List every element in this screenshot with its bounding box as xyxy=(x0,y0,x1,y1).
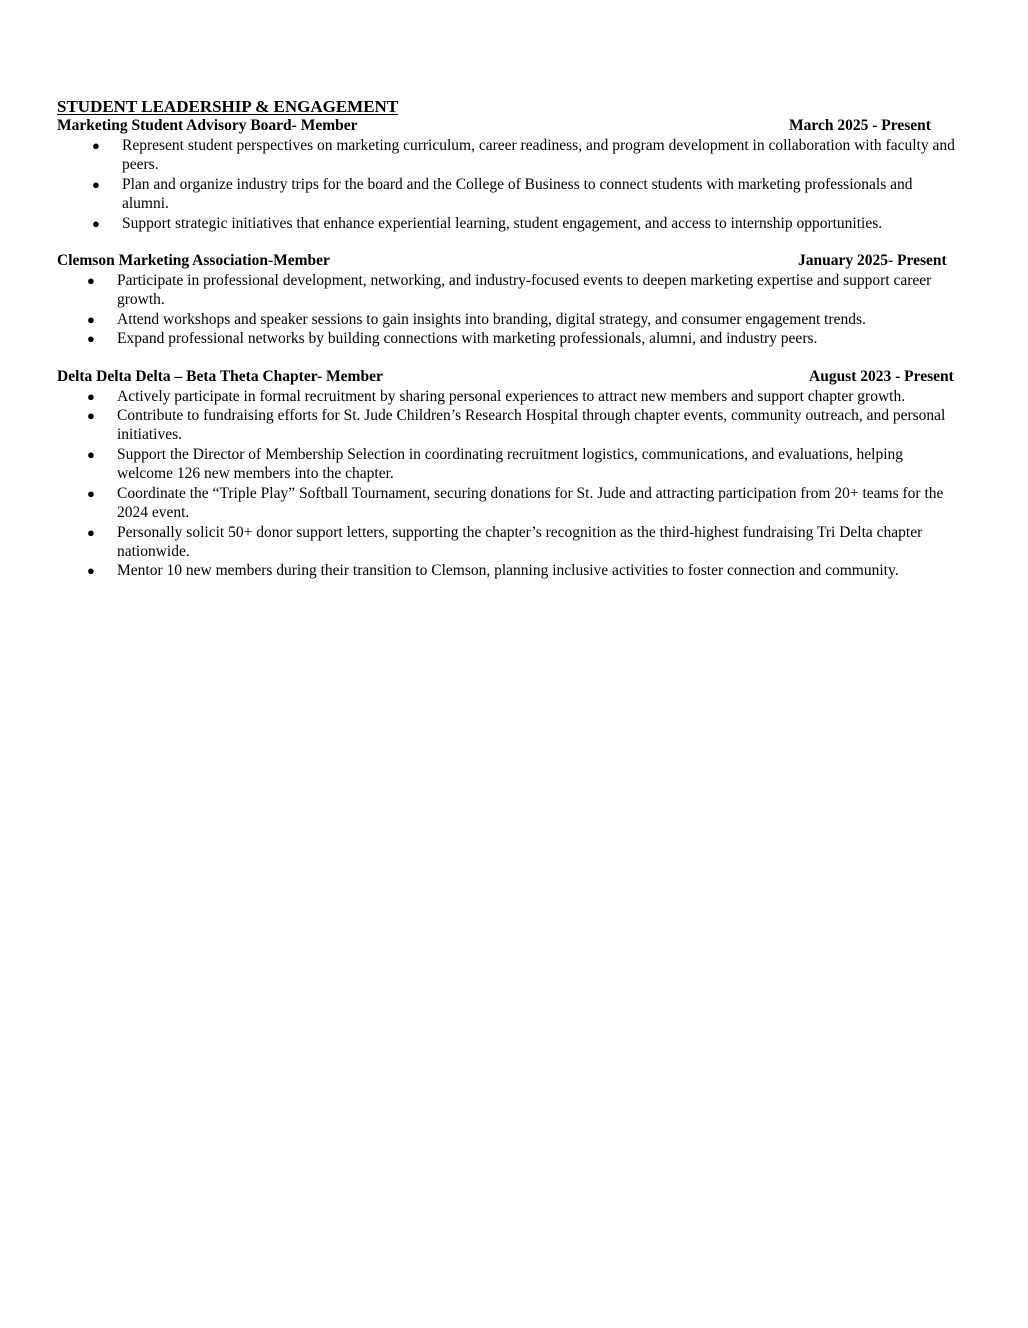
entry-delta-delta-delta xyxy=(57,367,967,581)
entry-clemson-marketing-association xyxy=(57,251,967,349)
date-range: March 2025 - Present xyxy=(789,117,931,134)
list-item xyxy=(57,561,962,580)
list-item xyxy=(57,271,962,310)
bullet-icon: ● xyxy=(87,273,95,289)
list-item xyxy=(57,484,962,523)
bullet-text: Contribute to fundraising efforts for St. Jude Children’s Research Hospital through chapter events, community outreach, and personal initiatives. xyxy=(117,407,946,444)
entry-header xyxy=(57,367,967,387)
bullet-text: Support the Director of Membership Selection in coordinating recruitment logistics, communications, and evaluations, helping welcome 126 new members into the chapter. xyxy=(117,445,904,483)
bullet-text: Coordinate the “Triple Play” Softball Tournament, securing donations for St. Jude and attracting participation from 20+ teams for the 2024 event. xyxy=(117,484,944,522)
bullet-icon: ● xyxy=(92,138,100,153)
list-item xyxy=(57,329,962,348)
date-range: January 2025- Present xyxy=(798,252,947,270)
list-item xyxy=(57,387,962,406)
list-item xyxy=(57,406,962,445)
bullet-text: Participate in professional development, networking, and industry-focused events to deepen marketing expertise and support career growth. xyxy=(117,272,932,309)
organization-role: Delta Delta Delta – Beta Theta Chapter- Member xyxy=(57,367,383,385)
entry-header xyxy=(57,116,967,136)
bullet-text: Actively participate in formal recruitment by sharing personal experiences to attract new members and support chapter growth. xyxy=(117,387,906,405)
bullet-icon: ● xyxy=(87,446,95,462)
bullet-text: Plan and organize industry trips for the board and the College of Business to connect students with marketing professionals and alumni. xyxy=(122,175,913,213)
bullet-icon: ● xyxy=(87,563,95,579)
bullet-text: Attend workshops and speaker sessions to gain insights into branding, digital strategy, and consumer engagement trends. xyxy=(117,310,866,328)
list-item xyxy=(57,445,962,484)
bullet-list xyxy=(57,271,967,349)
bullet-list xyxy=(57,136,967,233)
bullet-icon: ● xyxy=(87,388,95,404)
bullet-text: Mentor 10 new members during their transition to Clemson, planning inclusive activities to foster connection and community. xyxy=(117,562,899,580)
bullet-icon: ● xyxy=(92,215,100,231)
section-title: STUDENT LEADERSHIP & ENGAGEMENT xyxy=(57,97,399,116)
bullet-text: Represent student perspectives on marketing curriculum, career readiness, and program development in collaboration with faculty and peers. xyxy=(122,137,955,174)
date-range: August 2023 - Present xyxy=(809,367,954,385)
bullet-text: Expand professional networks by building connections with marketing professionals, alumni, and industry peers. xyxy=(117,330,818,348)
list-item xyxy=(57,523,962,562)
bullet-icon: ● xyxy=(87,331,95,347)
organization-role: Clemson Marketing Association-Member xyxy=(57,252,330,270)
bullet-icon: ● xyxy=(87,485,95,501)
list-item xyxy=(57,175,957,214)
entry-marketing-student-advisory-board xyxy=(57,116,967,233)
list-item xyxy=(57,310,962,329)
organization-role: Marketing Student Advisory Board- Member xyxy=(57,117,358,134)
bullet-icon: ● xyxy=(92,176,100,192)
bullet-icon: ● xyxy=(87,311,95,327)
list-item xyxy=(57,214,957,233)
bullet-list xyxy=(57,387,967,581)
bullet-icon: ● xyxy=(87,408,95,424)
bullet-text: Support strategic initiatives that enhance experiential learning, student engagement, and access to internship opportunities. xyxy=(122,214,883,232)
entry-header xyxy=(57,251,967,271)
bullet-icon: ● xyxy=(87,524,95,540)
resume-page xyxy=(57,97,967,581)
list-item xyxy=(57,136,957,175)
bullet-text: Personally solicit 50+ donor support letters, supporting the chapter’s recognition as the third-highest fundraising Tri Delta chapter nationwide. xyxy=(117,523,923,560)
